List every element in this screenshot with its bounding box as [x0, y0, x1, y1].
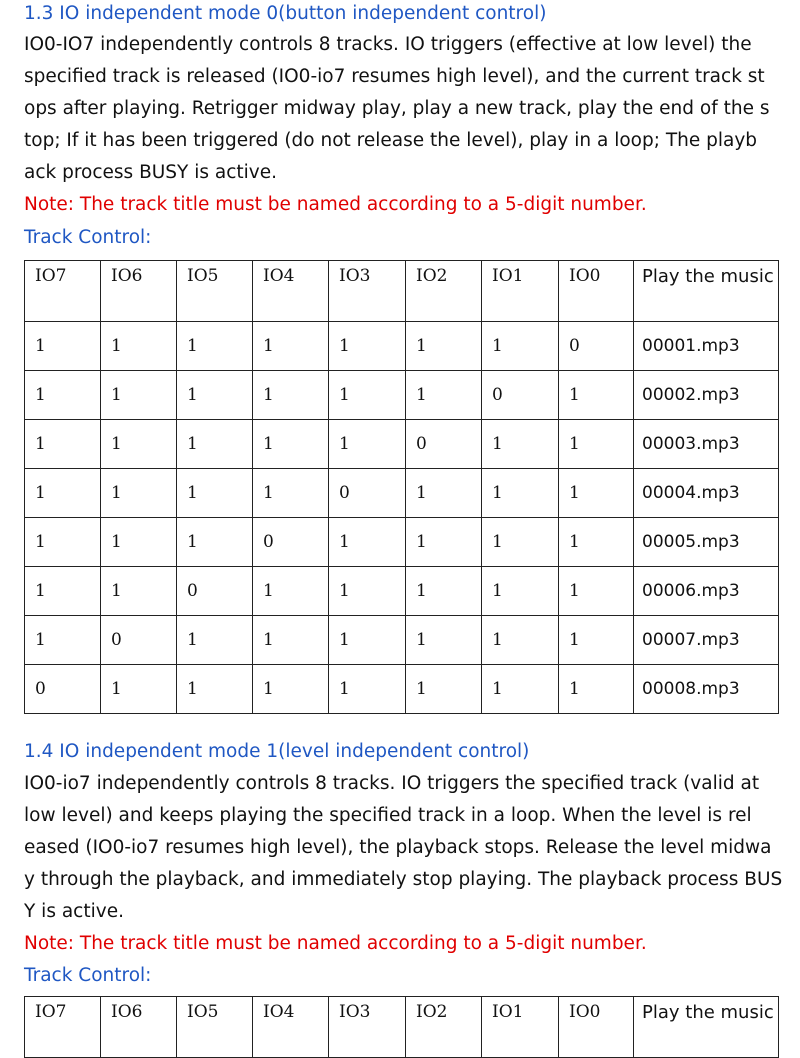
io-level-cell: 1: [482, 420, 559, 469]
paragraph-line: ack process BUSY is active.: [24, 162, 278, 183]
column-header-io1: IO1: [482, 997, 559, 1058]
track-control-table: [24, 996, 779, 1058]
io-level-cell: 1: [482, 518, 559, 567]
io-level-cell: 1: [559, 371, 634, 420]
column-header-io6: IO6: [101, 261, 177, 322]
naming-note: Note: The track title must be named according to a 5-digit number.: [24, 933, 647, 954]
io-level-cell: 1: [329, 322, 406, 371]
column-header-io0: IO0: [559, 997, 634, 1058]
io-level-cell: 1: [101, 420, 177, 469]
io-level-cell: 1: [559, 567, 634, 616]
io-level-cell: 1: [177, 420, 253, 469]
track-filename-cell: 00004.mp3: [634, 469, 779, 518]
column-header-play-music: Play the music: [634, 261, 779, 322]
io-level-cell: 1: [329, 518, 406, 567]
track-control-label: Track Control:: [24, 227, 152, 248]
paragraph-line: low level) and keeps playing the specified track in a loop. When the level is rel: [24, 805, 752, 826]
table-header-row: [25, 997, 779, 1058]
io-level-cell: 1: [253, 371, 329, 420]
io-level-cell: 1: [101, 469, 177, 518]
io-level-cell: 1: [25, 420, 101, 469]
column-header-io0: IO0: [559, 261, 634, 322]
track-filename-cell: 00007.mp3: [634, 616, 779, 665]
io-level-cell: 0: [101, 616, 177, 665]
column-header-io5: IO5: [177, 261, 253, 322]
io-level-cell: 1: [177, 518, 253, 567]
io-level-cell: 1: [406, 322, 482, 371]
column-header-play-music: Play the music: [634, 997, 779, 1058]
column-header-io7: IO7: [25, 261, 101, 322]
naming-note: Note: The track title must be named according to a 5-digit number.: [24, 194, 647, 215]
table-row: [25, 371, 779, 420]
io-level-cell: 1: [253, 420, 329, 469]
paragraph-line: Y is active.: [24, 901, 124, 922]
io-level-cell: 1: [253, 469, 329, 518]
io-level-cell: 1: [177, 469, 253, 518]
table-row: [25, 420, 779, 469]
io-level-cell: 1: [329, 616, 406, 665]
io-level-cell: 1: [406, 371, 482, 420]
table-row: [25, 518, 779, 567]
io-level-cell: 0: [406, 420, 482, 469]
io-level-cell: 1: [329, 420, 406, 469]
paragraph-line: top; If it has been triggered (do not release the level), play in a loop; The playb: [24, 130, 758, 151]
table-row: [25, 322, 779, 371]
io-level-cell: 1: [559, 420, 634, 469]
io-level-cell: 0: [25, 665, 101, 714]
track-control-table: [24, 260, 779, 714]
paragraph-line: specified track is released (IO0-io7 resumes high level), and the current track st: [24, 66, 765, 87]
table-row: [25, 616, 779, 665]
io-level-cell: 1: [253, 322, 329, 371]
column-header-io1: IO1: [482, 261, 559, 322]
io-level-cell: 1: [101, 665, 177, 714]
io-level-cell: 1: [406, 518, 482, 567]
table-row: [25, 665, 779, 714]
io-level-cell: 1: [406, 469, 482, 518]
io-level-cell: 1: [482, 322, 559, 371]
io-level-cell: 1: [406, 665, 482, 714]
io-level-cell: 1: [406, 567, 482, 616]
paragraph-line: ops after playing. Retrigger midway play, play a new track, play the end of the s: [24, 98, 770, 119]
track-filename-cell: 00001.mp3: [634, 322, 779, 371]
io-level-cell: 1: [329, 567, 406, 616]
io-level-cell: 1: [177, 616, 253, 665]
track-control-label: Track Control:: [24, 965, 152, 986]
section-heading-mode-0: 1.3 IO independent mode 0(button independent control): [24, 3, 547, 24]
io-level-cell: 1: [101, 371, 177, 420]
io-level-cell: 1: [482, 616, 559, 665]
io-level-cell: 1: [101, 567, 177, 616]
io-level-cell: 1: [25, 469, 101, 518]
io-level-cell: 1: [253, 567, 329, 616]
io-level-cell: 1: [329, 371, 406, 420]
io-level-cell: 1: [253, 616, 329, 665]
io-level-cell: 0: [253, 518, 329, 567]
paragraph-line: y through the playback, and immediately stop playing. The playback process BUS: [24, 869, 783, 890]
io-level-cell: 1: [559, 518, 634, 567]
track-filename-cell: 00002.mp3: [634, 371, 779, 420]
track-filename-cell: 00008.mp3: [634, 665, 779, 714]
column-header-io5: IO5: [177, 997, 253, 1058]
section-heading-mode-1: 1.4 IO independent mode 1(level independent control): [24, 741, 530, 762]
track-filename-cell: 00005.mp3: [634, 518, 779, 567]
io-level-cell: 1: [177, 371, 253, 420]
io-level-cell: 0: [482, 371, 559, 420]
io-level-cell: 1: [25, 322, 101, 371]
io-level-cell: 1: [177, 665, 253, 714]
column-header-io6: IO6: [101, 997, 177, 1058]
io-level-cell: 0: [177, 567, 253, 616]
io-level-cell: 1: [101, 322, 177, 371]
io-level-cell: 1: [101, 518, 177, 567]
column-header-io7: IO7: [25, 997, 101, 1058]
io-level-cell: 1: [406, 616, 482, 665]
io-level-cell: 0: [329, 469, 406, 518]
table-row: [25, 469, 779, 518]
io-level-cell: 1: [253, 665, 329, 714]
column-header-io3: IO3: [329, 997, 406, 1058]
table-header-row: [25, 261, 779, 322]
paragraph-line: IO0-io7 independently controls 8 tracks. IO triggers the specified track (valid at: [24, 773, 760, 794]
column-header-io3: IO3: [329, 261, 406, 322]
column-header-io4: IO4: [253, 261, 329, 322]
column-header-io4: IO4: [253, 997, 329, 1058]
io-level-cell: 1: [559, 665, 634, 714]
column-header-io2: IO2: [406, 261, 482, 322]
paragraph-line: eased (IO0-io7 resumes high level), the playback stops. Release the level midwa: [24, 837, 772, 858]
io-level-cell: 1: [25, 567, 101, 616]
track-filename-cell: 00006.mp3: [634, 567, 779, 616]
io-level-cell: 1: [482, 469, 559, 518]
io-level-cell: 1: [25, 371, 101, 420]
io-level-cell: 1: [177, 322, 253, 371]
track-filename-cell: 00003.mp3: [634, 420, 779, 469]
io-level-cell: 1: [559, 616, 634, 665]
paragraph-line: IO0-IO7 independently controls 8 tracks. IO triggers (effective at low level) the: [24, 34, 752, 55]
io-level-cell: 1: [25, 518, 101, 567]
io-level-cell: 1: [559, 469, 634, 518]
io-level-cell: 1: [329, 665, 406, 714]
io-level-cell: 1: [482, 567, 559, 616]
column-header-io2: IO2: [406, 997, 482, 1058]
io-level-cell: 1: [25, 616, 101, 665]
io-level-cell: 1: [482, 665, 559, 714]
table-row: [25, 567, 779, 616]
io-level-cell: 0: [559, 322, 634, 371]
